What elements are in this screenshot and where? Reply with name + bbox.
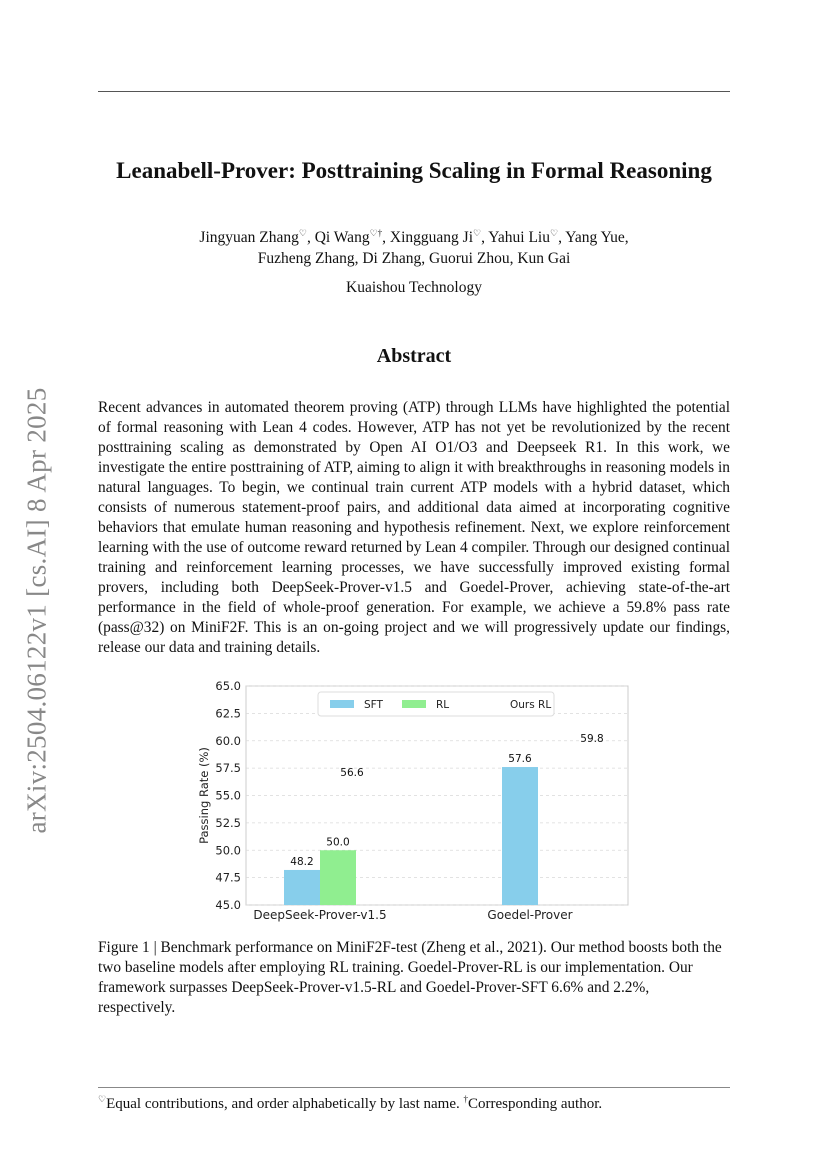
data-label: 50.0 xyxy=(326,836,350,849)
author-name: Qi Wang xyxy=(314,229,370,247)
footnote xyxy=(98,1094,730,1113)
author-list xyxy=(98,223,730,269)
legend-swatch xyxy=(330,700,354,708)
footnote-mark: † xyxy=(463,1094,468,1104)
y-tick-label: 47.5 xyxy=(215,870,241,885)
bar-chart xyxy=(190,676,650,926)
abstract-heading: Abstract xyxy=(376,345,452,367)
y-tick-label: 45.0 xyxy=(215,898,241,912)
top-rule xyxy=(98,91,730,92)
bar-rl xyxy=(320,850,356,905)
footnote-rule xyxy=(98,1087,730,1088)
author-mark: ♡ xyxy=(298,228,307,238)
y-tick-label: 52.5 xyxy=(215,815,241,830)
legend-label: SFT xyxy=(364,699,383,711)
author-name: Jingyuan Zhang xyxy=(199,229,299,247)
author-name: Xingguang Ji xyxy=(389,229,473,247)
data-label: 56.6 xyxy=(340,767,364,779)
arxiv-id-text: arXiv:2504.06122v1 [cs.AI] 8 Apr 2025 xyxy=(21,386,52,834)
author-line-2: Fuzheng Zhang, Di Zhang, Guorui Zhou, Kun Gai xyxy=(257,250,571,268)
legend-label: RL xyxy=(436,699,450,711)
author-name: Yahui Liu xyxy=(488,229,550,247)
footnote-text: Equal contributions, and order alphabetically by last name. xyxy=(106,1096,464,1112)
arxiv-side-id[interactable] xyxy=(20,370,54,850)
footnote-mark: ♡ xyxy=(98,1094,107,1104)
paper-title: Leanabell-Prover: Posttraining Scaling in Formal Reasoning xyxy=(116,158,712,183)
figure-1 xyxy=(190,676,650,926)
footnote-text: Corresponding author. xyxy=(467,1096,603,1112)
author-mark: ♡† xyxy=(369,228,383,238)
author-line-1: Jingyuan Zhang♡, Qi Wang♡†, Xingguang Ji♡, Yahui Liu♡, Yang Yue, xyxy=(199,228,629,247)
data-label: 57.6 xyxy=(508,753,532,766)
author-name: Yang Yue xyxy=(565,229,625,247)
figure-caption: Figure 1 | Benchmark performance on MiniF2F-test (Zheng et al., 2021). Our method boosts both the two baseline models after employing RL training. Goedel-Prover-RL is our implementation. Our framework surpasses DeepSeek-Prover-v1.5-RL and Goedel-Prover-SFT 6.6% and 2.2%, respectively. xyxy=(98,939,722,1016)
y-axis-label: Passing Rate (%) xyxy=(197,747,211,844)
y-tick-label: 50.0 xyxy=(215,843,241,858)
y-tick-label: 57.5 xyxy=(215,761,241,776)
y-tick-label: 55.0 xyxy=(215,788,241,803)
y-tick-label: 65.0 xyxy=(215,679,241,693)
author-mark: ♡ xyxy=(550,228,559,238)
data-label: 48.2 xyxy=(290,855,314,868)
affiliation: Kuaishou Technology xyxy=(346,279,482,296)
data-label: 59.8 xyxy=(580,733,604,745)
y-tick-label: 62.5 xyxy=(215,706,241,721)
bar-sft xyxy=(284,870,320,905)
legend-swatch xyxy=(402,700,426,708)
bar-sft xyxy=(502,767,538,905)
abstract-text: Recent advances in automated theorem proving (ATP) through LLMs have highlighted the potential of formal reasoning with Lean 4 codes. However, ATP has not yet be revolutionized by the recent posttraining scaling as demonstrated by Open AI O1/O3 and Deepseek R1. In this work, we investigate the entire posttraining of ATP, aiming to align it with breakthroughs in reasoning models in natural languages. To begin, we continual train current ATP models with a hybrid dataset, which consists of numerous statement-proof pairs, and additional data aimed at incorporating cognitive behaviors that emulate human reasoning and hypothesis refinement. Next, we explore reinforcement learning with the use of outcome reward returned by Lean 4 compiler. Through our designed continual training and reinforcement learning processes, we have successfully improved existing formal provers, including both DeepSeek-Prover-v1.5 and Goedel-Prover, achieving state-of-the-art performance in the field of whole-proof generation. For example, we achieve a 59.8% pass rate (pass@32) on MiniF2F. This is an on-going project and we will progressively update our findings, release our data and training details. xyxy=(98,399,730,656)
author-mark: ♡ xyxy=(473,228,482,238)
legend-label: Ours RL xyxy=(510,699,552,711)
x-tick-label: DeepSeek-Prover-v1.5 xyxy=(253,908,387,922)
x-tick-label: Goedel-Prover xyxy=(487,908,573,922)
y-tick-label: 60.0 xyxy=(215,733,241,748)
